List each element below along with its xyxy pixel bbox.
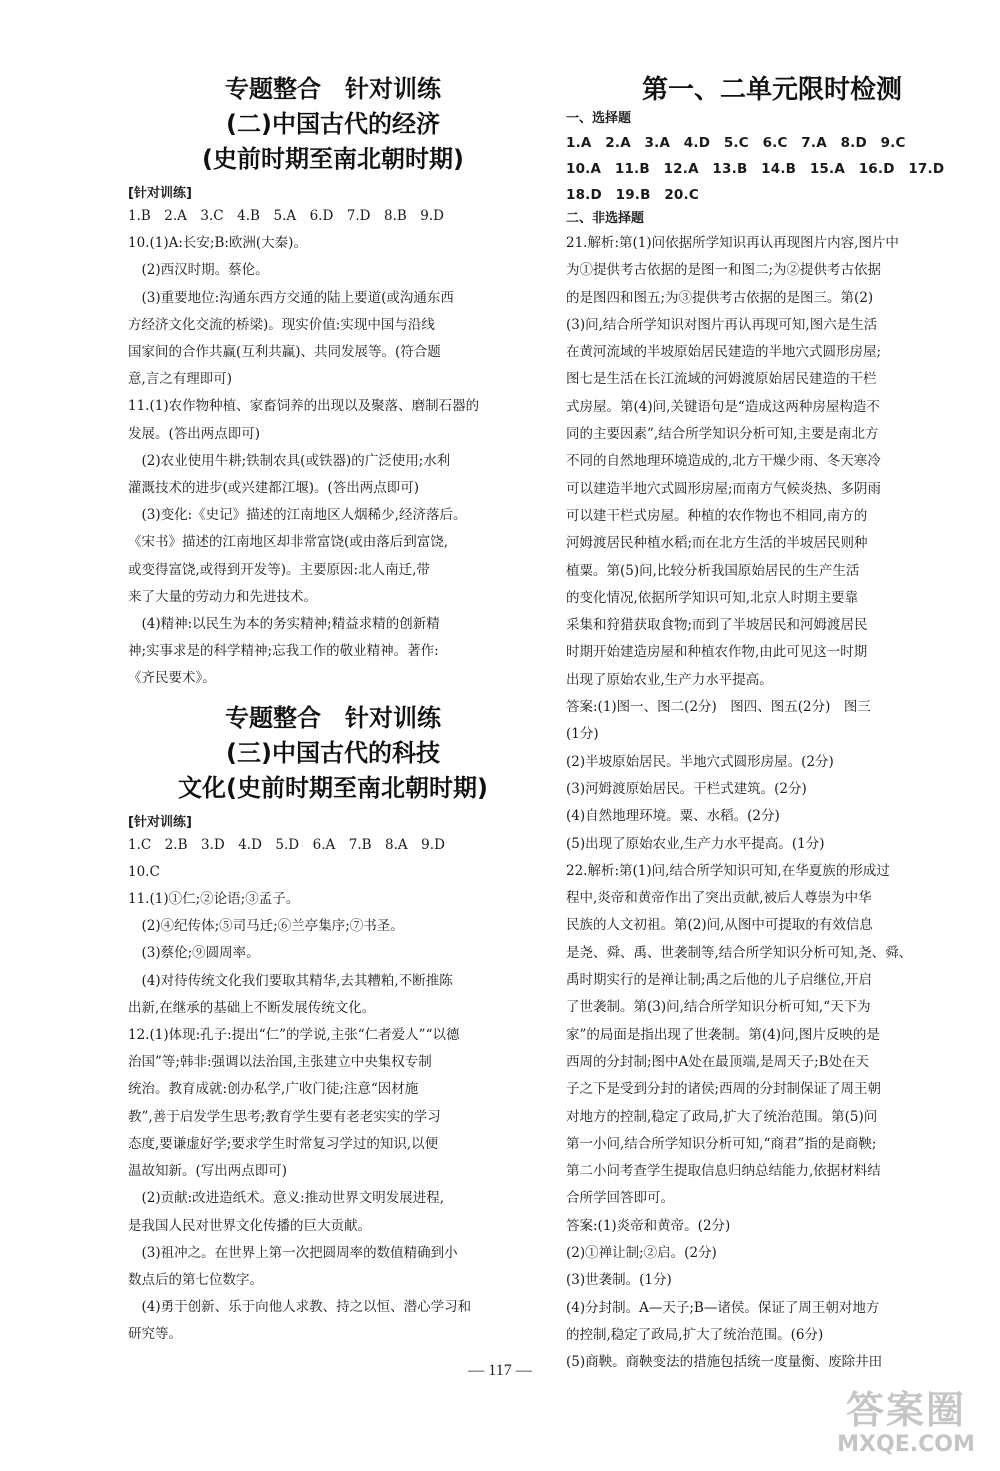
answer-line: 教”,善于启发学生思考;教育学生要有老老实实的学习 [128,1108,441,1125]
answer-line: 的是图四和图五;为③提供考古依据的是图三。第(2) [566,289,874,306]
right-column [566,72,978,1376]
answer-line: 可以建造半地穴式圆形房屋;而南方气候炎热、多阴雨 [566,480,882,497]
answer-line: 21.解析:第(1)问依据所学知识再认再现图片内容,图片中 [566,235,899,251]
answer-line: (2)西汉时期。蔡伦。 [128,262,269,279]
answer-line: 《齐民要术》。 [128,670,216,687]
section-title-line: 文化(史前时期至南北朝时期) [178,773,488,802]
answer-line: 来了大量的劳动力和先进技术。 [128,588,317,605]
answer-line: 为①提供考古依据的是图一和图二;为②提供考古依据 [566,262,882,279]
section-title-line: 专题整合 针对训练 [225,703,441,732]
answer-line: 图七是生活在长江流域的河姆渡原始居民建造的干栏 [566,371,877,388]
section-title-economy [128,72,538,177]
answer-line: (3)蔡伦;⑨圆周率。 [128,945,260,962]
answer-line: (3)世袭制。(1分) [566,1272,672,1289]
unit-test-title: 第一、二单元限时检测 [641,75,902,105]
answer-line: 态度,要谦虚好学;要求学生时常复习学过的知识,以便 [128,1135,439,1152]
answer-line: (5)商鞅。商鞅变法的措施包括统一度量衡、废除井田 [566,1354,883,1371]
answer-line: 发展。(答出两点即可) [128,425,261,442]
answer-line: 答案:(1)图一、图二(2分) 图四、图五(2分) 图三 [566,699,871,716]
answer-line: 方经济文化交流的桥梁)。现实价值:实现中国与沿线 [128,316,435,333]
section-title-line: (二)中国古代的经济 [226,110,440,138]
answer-line: 治国”等;韩非:强调以法治国,主张建立中央集权专制 [128,1054,432,1071]
answer-line: 统治。教育成就:创办私学,广收门徒;注意“因材施 [128,1081,419,1098]
answer-line: 温故知新。(写出两点即可) [128,1163,288,1180]
left-column [128,72,538,1349]
answer-line: 是尧、舜、禹、世袭制等,结合所学知识分析可知,尧、舜、 [566,944,913,961]
training-tag: [针对训练] [128,814,192,830]
answer-line: 神;实事求是的科学精神;忘我工作的敬业精神。著作: [128,643,439,660]
answer-line: 数点后的第七位数字。 [128,1271,263,1288]
answer-line: 出新,在继承的基础上不断发展传统文化。 [128,999,376,1016]
answer-line: (3)问,结合所学知识对图片再认再现可知,图六是生活 [566,316,878,333]
answer-line: 时期开始建造房屋和种植农作物,由此可见这一时期 [566,644,868,661]
multiple-choice-answers [566,130,978,208]
answer-line: 禹时期实行的是禅让制;禹之后他的儿子启继位,开启 [566,972,872,989]
answer-line: 10.(1)A:长安;B:欧洲(大秦)。 [128,235,307,252]
answer-line: (5)出现了原始农业,生产力水平提高。(1分) [566,835,825,852]
answer-line: 西周的分封制;图中A处在最顶端,是周天子;B处在天 [566,1053,870,1070]
answers-economy [128,203,538,693]
answer-line: 11.(1)农作物种植、家畜饲养的出现以及聚落、磨制石器的 [128,398,480,415]
answer-line: 植粟。第(5)问,比较分析我国原始居民的生产生活 [566,562,860,579]
answer-line: 的控制,稳定了政局,扩大了统治范围。(6分) [566,1326,824,1343]
answer-line: 民族的人文初祖。第(2)问,从图中可提取的有效信息 [566,917,873,934]
watermark-logo [822,1388,990,1468]
multiple-choice-heading: 一、选择题 [566,111,632,126]
answer-line: (3)河姆渡原始居民。干栏式建筑。(2分) [566,780,807,797]
answer-line: (3)祖冲之。在世界上第一次把圆周率的数值精确到小 [128,1244,458,1261]
non-choice-heading: 二、非选择题 [566,211,645,226]
answer-line: 式房屋。第(4)问,关键语句是“造成这两种房屋构造不 [566,398,880,415]
answer-line: 11.(1)①仁;②论语;③孟子。 [128,891,300,908]
question-21 [566,230,978,858]
answer-line: 意,言之有理即可) [128,371,233,388]
answer-line: (4)勇于创新、乐于向他人求教、持之以恒、潜心学习和 [128,1299,472,1316]
page-number: — 117 — [468,1362,532,1379]
answer-line: 第二小问考查学生提取信息归纳总结能力,依据材料结 [566,1163,881,1180]
answer-line: (2)④纪传体;⑤司马迁;⑥兰亭集序;⑦书圣。 [128,918,404,935]
answer-line: 同的主要因素”,结合所学知识分析可知,主要是南北方 [566,426,879,443]
training-tag: [针对训练] [128,186,192,201]
choice-answer-row: 10.A 11.B 12.A 13.B 14.B 15.A 16.D 17.D [566,161,945,177]
answer-line: 合所学回答即可。 [566,1190,674,1207]
answer-line: 可以建干栏式房屋。种植的农作物也不相同,南方的 [566,507,868,524]
answer-line: 家”的局面是指出现了世袭制。第(4)问,图片反映的是 [566,1026,880,1043]
answer-line: 不同的自然地理环境造成的,北方干燥少雨、冬天寒冷 [566,453,881,470]
answer-line: 第一小问,结合所学知识分析可知,“商君”指的是商鞅; [566,1135,877,1152]
answer-line: 了世袭制。第(3)问,结合所学知识分析可知,“天下为 [566,999,871,1016]
answer-line: (1分) [566,726,599,743]
section-title-line: 专题整合 针对训练 [225,75,441,103]
answer-line: (4)分封制。A—天子;B—诸侯。保证了周王朝对地方 [566,1299,880,1316]
answer-line: 子之下是受到分封的诸侯;西周的分封制保证了周王朝 [566,1081,882,1098]
answer-line: (3)重要地位:沟通东西方交通的陆上要道(或沟通东西 [128,289,454,306]
answer-line: (2)贡献:改进造纸术。意义:推动世界文明发展进程, [128,1190,445,1207]
answer-line: 是我国人民对世界文化传播的巨大贡献。 [128,1217,371,1234]
choice-answer-row: 18.D 19.B 20.C [566,187,699,203]
answer-line: 10.C [128,863,160,880]
answer-line: 12.(1)体现:孔子:提出“仁”的学说,主张“仁者爱人”“以德 [128,1027,460,1044]
answer-line: (4)自然地理环境。粟、水稻。(2分) [566,808,780,825]
answer-line: 1.B 2.A 3.C 4.B 5.A 6.D 7.D 8.B 9.D [128,208,444,224]
answer-line: 答案:(1)炎帝和黄帝。(2分) [566,1217,731,1234]
section-title-culture [128,701,538,806]
answer-line: (4)精神:以民生为本的务实精神;精益求精的创新精 [128,616,440,633]
answer-line: 的变化情况,依据所学知识可知,北京人时期主要靠 [566,589,859,606]
answer-line: (4)对待传统文化我们要取其精华,去其糟粕,不断推陈 [128,972,453,989]
answer-line: 在黄河流域的半坡原始居民建造的半地穴式圆形房屋; [566,344,882,361]
answer-line: 研究等。 [128,1326,182,1343]
answer-line: 出现了原始农业,生产力水平提高。 [566,671,773,688]
section-title-line: (史前时期至南北朝时期) [202,145,464,173]
answer-line: (3)变化:《史记》描述的江南地区人烟稀少,经济落后。 [128,507,467,524]
answer-line: (2)半坡原始居民。半地穴式圆形房屋。(2分) [566,753,834,770]
answer-line: (2)农业使用牛耕;铁制农具(或铁器)的广泛使用;水利 [128,452,451,469]
answer-line: 灌溉技术的进步(或兴建都江堰)。(答出两点即可) [128,480,420,497]
answer-line: 对地方的控制,稳定了政局,扩大了统治范围。第(5)问 [566,1108,878,1125]
answer-line: 采集和狩猎获取食物;而到了半坡居民和河姆渡居民 [566,617,868,634]
answers-culture [128,832,538,1349]
answer-line: 河姆渡居民种植水稻;而在北方生活的半坡居民则种 [566,535,868,552]
answer-line: 《宋书》描述的江南地区却非常富饶(或由落后到富饶, [128,534,449,551]
answer-line: (2)①禅让制;②启。(2分) [566,1244,717,1261]
choice-answer-row: 1.A 2.A 3.A 4.D 5.C 6.C 7.A 8.D 9.C [566,135,906,151]
watermark-text: 答案圈 [845,1388,966,1432]
answer-line: 国家间的合作共赢(互利共赢)、共同发展等。(符合题 [128,344,441,361]
section-title-line: (三)中国古代的科技 [226,738,440,767]
question-22 [566,858,978,1377]
answer-line: 或变得富饶,或得到开发等)。主要原因:北人南迁,带 [128,561,430,578]
answer-line: 1.C 2.B 3.D 4.D 5.D 6.A 7.B 8.A 9.D [128,836,445,853]
answer-line: 22.解析:第(1)问,结合所学知识可知,在华夏族的形成过 [566,862,890,879]
answer-line: 程中,炎帝和黄帝作出了突出贡献,被后人尊崇为中华 [566,890,872,907]
watermark-domain: MXQE.COM [837,1432,975,1457]
